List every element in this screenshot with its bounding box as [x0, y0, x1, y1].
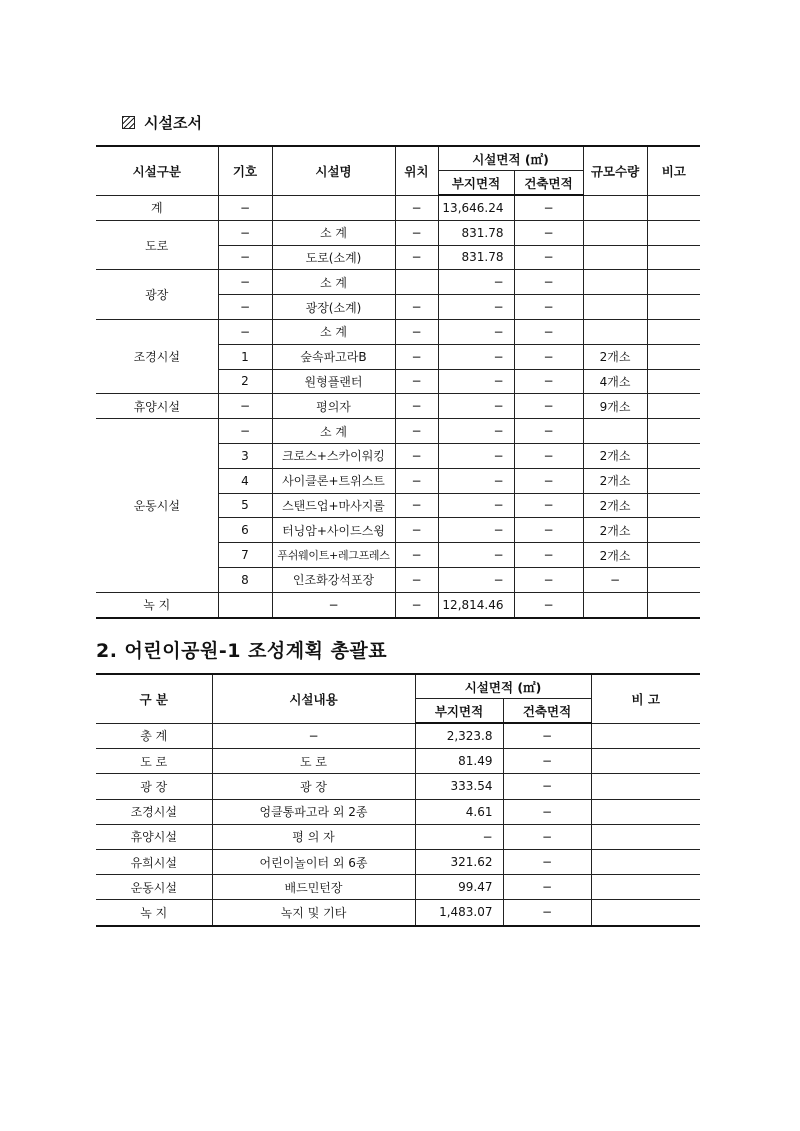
row-location: −: [395, 220, 438, 245]
row-building-area: −: [503, 900, 591, 926]
table-row: [96, 195, 700, 220]
header-site-area: 부지면적: [415, 699, 503, 724]
row-category: 광 장: [96, 774, 212, 799]
row-name: 광장(소계): [272, 295, 395, 320]
row-remarks: [647, 493, 700, 518]
row-remarks: [591, 849, 700, 874]
header-building-area: 건축면적: [503, 699, 591, 724]
row-site-area: 321.62: [415, 849, 503, 874]
row-building-area: −: [514, 220, 583, 245]
row-category: 운동시설: [96, 875, 212, 900]
row-symbol: −: [218, 195, 272, 220]
row-scale: [583, 245, 647, 270]
row-building-area: −: [514, 518, 583, 543]
row-site-area: −: [438, 518, 514, 543]
table-row: [96, 900, 700, 926]
row-scale: 2개소: [583, 543, 647, 568]
row-name: 푸쉬웨이트+레그프레스: [272, 543, 395, 568]
row-building-area: −: [503, 723, 591, 749]
row-location: −: [395, 592, 438, 617]
row-location: −: [395, 295, 438, 320]
row-site-area: 4.61: [415, 799, 503, 824]
row-site-area: −: [438, 394, 514, 419]
row-building-area: −: [514, 245, 583, 270]
row-symbol: 7: [218, 543, 272, 568]
row-site-area: 831.78: [438, 245, 514, 270]
table-row: [96, 270, 700, 295]
row-scale: 4개소: [583, 369, 647, 394]
row-name: 평의자: [272, 394, 395, 419]
row-location: −: [395, 543, 438, 568]
row-site-area: −: [438, 419, 514, 444]
row-building-area: −: [514, 419, 583, 444]
row-scale: 2개소: [583, 344, 647, 369]
row-site-area: −: [438, 319, 514, 344]
row-site-area: −: [438, 567, 514, 592]
row-remarks: [647, 518, 700, 543]
row-scale: [583, 319, 647, 344]
row-name: 스탠드업+마사지롤: [272, 493, 395, 518]
row-name: [272, 195, 395, 220]
row-content: 어린이놀이터 외 6종: [212, 849, 415, 874]
row-remarks: [647, 567, 700, 592]
table-row: [96, 875, 700, 900]
row-name: 인조화강석포장: [272, 567, 395, 592]
row-site-area: 81.49: [415, 749, 503, 774]
row-category: 휴양시설: [96, 824, 212, 849]
table-row: [96, 319, 700, 344]
row-content: 평 의 자: [212, 824, 415, 849]
page-title: 2. 어린이공원-1 조성계획 총괄표: [96, 640, 388, 662]
row-building-area: −: [514, 344, 583, 369]
table-row: [96, 849, 700, 874]
row-location: −: [395, 319, 438, 344]
row-location: −: [395, 344, 438, 369]
row-remarks: [647, 319, 700, 344]
row-category: 녹 지: [96, 592, 218, 617]
row-symbol: [218, 592, 272, 617]
row-symbol: 6: [218, 518, 272, 543]
header-name: 시설명: [272, 146, 395, 195]
row-building-area: −: [514, 493, 583, 518]
table-row: [96, 774, 700, 799]
row-content: 광 장: [212, 774, 415, 799]
row-scale: [583, 295, 647, 320]
row-content: −: [212, 723, 415, 749]
row-building-area: −: [514, 319, 583, 344]
row-category: 총 계: [96, 723, 212, 749]
row-site-area: −: [438, 369, 514, 394]
row-scale: 2개소: [583, 443, 647, 468]
row-category: 조경시설: [96, 799, 212, 824]
row-building-area: −: [514, 369, 583, 394]
row-symbol: −: [218, 394, 272, 419]
row-location: −: [395, 369, 438, 394]
row-scale: [583, 419, 647, 444]
header-category: 구 분: [96, 674, 212, 723]
table-row: [96, 723, 700, 749]
section-heading: [122, 112, 202, 133]
row-remarks: [647, 344, 700, 369]
table-row: [96, 824, 700, 849]
row-location: −: [395, 419, 438, 444]
header-building-area: 건축면적: [514, 171, 583, 196]
section-title: 시설조서: [144, 114, 202, 132]
header-site-area: 부지면적: [438, 171, 514, 196]
row-building-area: −: [514, 195, 583, 220]
header-remarks: 비 고: [591, 674, 700, 723]
header-symbol: 기호: [218, 146, 272, 195]
row-site-area: 12,814.46: [438, 592, 514, 617]
row-location: −: [395, 493, 438, 518]
row-remarks: [591, 774, 700, 799]
row-category: 광장: [96, 270, 218, 320]
table-row: [96, 592, 700, 617]
row-name: 크로스+스카이워킹: [272, 443, 395, 468]
row-symbol: −: [218, 319, 272, 344]
row-location: −: [395, 518, 438, 543]
row-site-area: −: [438, 493, 514, 518]
table-row: [96, 220, 700, 245]
row-content: 녹지 및 기타: [212, 900, 415, 926]
row-content: 도 로: [212, 749, 415, 774]
row-symbol: 8: [218, 567, 272, 592]
row-location: −: [395, 245, 438, 270]
row-name: 사이클론+트위스트: [272, 468, 395, 493]
row-building-area: −: [503, 749, 591, 774]
row-scale: 2개소: [583, 518, 647, 543]
header-area: 시설면적 (㎡): [415, 674, 591, 699]
row-building-area: −: [514, 592, 583, 617]
row-building-area: −: [514, 543, 583, 568]
row-building-area: −: [503, 824, 591, 849]
row-name: 터닝암+사이드스윙: [272, 518, 395, 543]
row-symbol: −: [218, 419, 272, 444]
table-row: [96, 419, 700, 444]
row-symbol: −: [218, 295, 272, 320]
row-remarks: [647, 394, 700, 419]
row-symbol: −: [218, 245, 272, 270]
plan-summary-table: [96, 673, 700, 927]
row-scale: 2개소: [583, 468, 647, 493]
row-location: −: [395, 468, 438, 493]
row-location: −: [395, 567, 438, 592]
row-location: −: [395, 394, 438, 419]
row-scale: 9개소: [583, 394, 647, 419]
row-site-area: 99.47: [415, 875, 503, 900]
facility-survey-table: [96, 145, 700, 619]
row-name: 숲속파고라B: [272, 344, 395, 369]
row-remarks: [647, 419, 700, 444]
row-remarks: [647, 369, 700, 394]
row-symbol: 1: [218, 344, 272, 369]
row-site-area: 2,323.8: [415, 723, 503, 749]
row-scale: [583, 220, 647, 245]
row-remarks: [591, 900, 700, 926]
row-remarks: [647, 270, 700, 295]
table-row: [96, 394, 700, 419]
row-scale: −: [583, 567, 647, 592]
row-name: 소 계: [272, 319, 395, 344]
row-building-area: −: [503, 799, 591, 824]
row-site-area: −: [438, 295, 514, 320]
row-site-area: 333.54: [415, 774, 503, 799]
header-location: 위치: [395, 146, 438, 195]
row-site-area: 1,483.07: [415, 900, 503, 926]
row-remarks: [647, 245, 700, 270]
row-remarks: [591, 799, 700, 824]
row-remarks: [647, 220, 700, 245]
row-site-area: 13,646.24: [438, 195, 514, 220]
row-symbol: −: [218, 270, 272, 295]
row-building-area: −: [514, 394, 583, 419]
row-category: 유희시설: [96, 849, 212, 874]
row-remarks: [647, 592, 700, 617]
row-site-area: −: [438, 270, 514, 295]
row-location: [395, 270, 438, 295]
row-site-area: −: [438, 543, 514, 568]
row-remarks: [647, 468, 700, 493]
row-category: 도로: [96, 220, 218, 270]
row-building-area: −: [514, 567, 583, 592]
row-name: −: [272, 592, 395, 617]
row-category: 계: [96, 195, 218, 220]
row-site-area: −: [438, 443, 514, 468]
row-remarks: [591, 824, 700, 849]
row-building-area: −: [503, 774, 591, 799]
row-content: 배드민턴장: [212, 875, 415, 900]
row-remarks: [647, 295, 700, 320]
row-location: −: [395, 195, 438, 220]
row-scale: [583, 270, 647, 295]
row-building-area: −: [514, 270, 583, 295]
row-symbol: −: [218, 220, 272, 245]
row-site-area: 831.78: [438, 220, 514, 245]
row-symbol: 3: [218, 443, 272, 468]
header-remarks: 비고: [647, 146, 700, 195]
row-remarks: [647, 543, 700, 568]
row-building-area: −: [514, 443, 583, 468]
row-building-area: −: [514, 468, 583, 493]
table-row: [96, 799, 700, 824]
row-scale: [583, 195, 647, 220]
row-content: 엉클통파고라 외 2종: [212, 799, 415, 824]
row-site-area: −: [438, 344, 514, 369]
row-building-area: −: [503, 849, 591, 874]
row-category: 조경시설: [96, 319, 218, 393]
row-name: 도로(소계): [272, 245, 395, 270]
row-category: 운동시설: [96, 419, 218, 593]
hatched-square-icon: [122, 116, 135, 129]
row-building-area: −: [503, 875, 591, 900]
row-scale: 2개소: [583, 493, 647, 518]
header-scale: 규모수량: [583, 146, 647, 195]
row-symbol: 2: [218, 369, 272, 394]
row-remarks: [591, 749, 700, 774]
row-location: −: [395, 443, 438, 468]
row-remarks: [591, 723, 700, 749]
row-symbol: 5: [218, 493, 272, 518]
row-building-area: −: [514, 295, 583, 320]
row-category: 휴양시설: [96, 394, 218, 419]
row-category: 도 로: [96, 749, 212, 774]
row-symbol: 4: [218, 468, 272, 493]
header-area: 시설면적 (㎡): [438, 146, 583, 171]
row-site-area: −: [438, 468, 514, 493]
header-content: 시설내용: [212, 674, 415, 723]
row-name: 소 계: [272, 220, 395, 245]
table-row: [96, 749, 700, 774]
row-category: 녹 지: [96, 900, 212, 926]
row-remarks: [647, 195, 700, 220]
header-category: 시설구분: [96, 146, 218, 195]
row-site-area: −: [415, 824, 503, 849]
row-name: 소 계: [272, 270, 395, 295]
row-name: 소 계: [272, 419, 395, 444]
row-name: 원형플랜터: [272, 369, 395, 394]
row-remarks: [647, 443, 700, 468]
row-scale: [583, 592, 647, 617]
row-remarks: [591, 875, 700, 900]
